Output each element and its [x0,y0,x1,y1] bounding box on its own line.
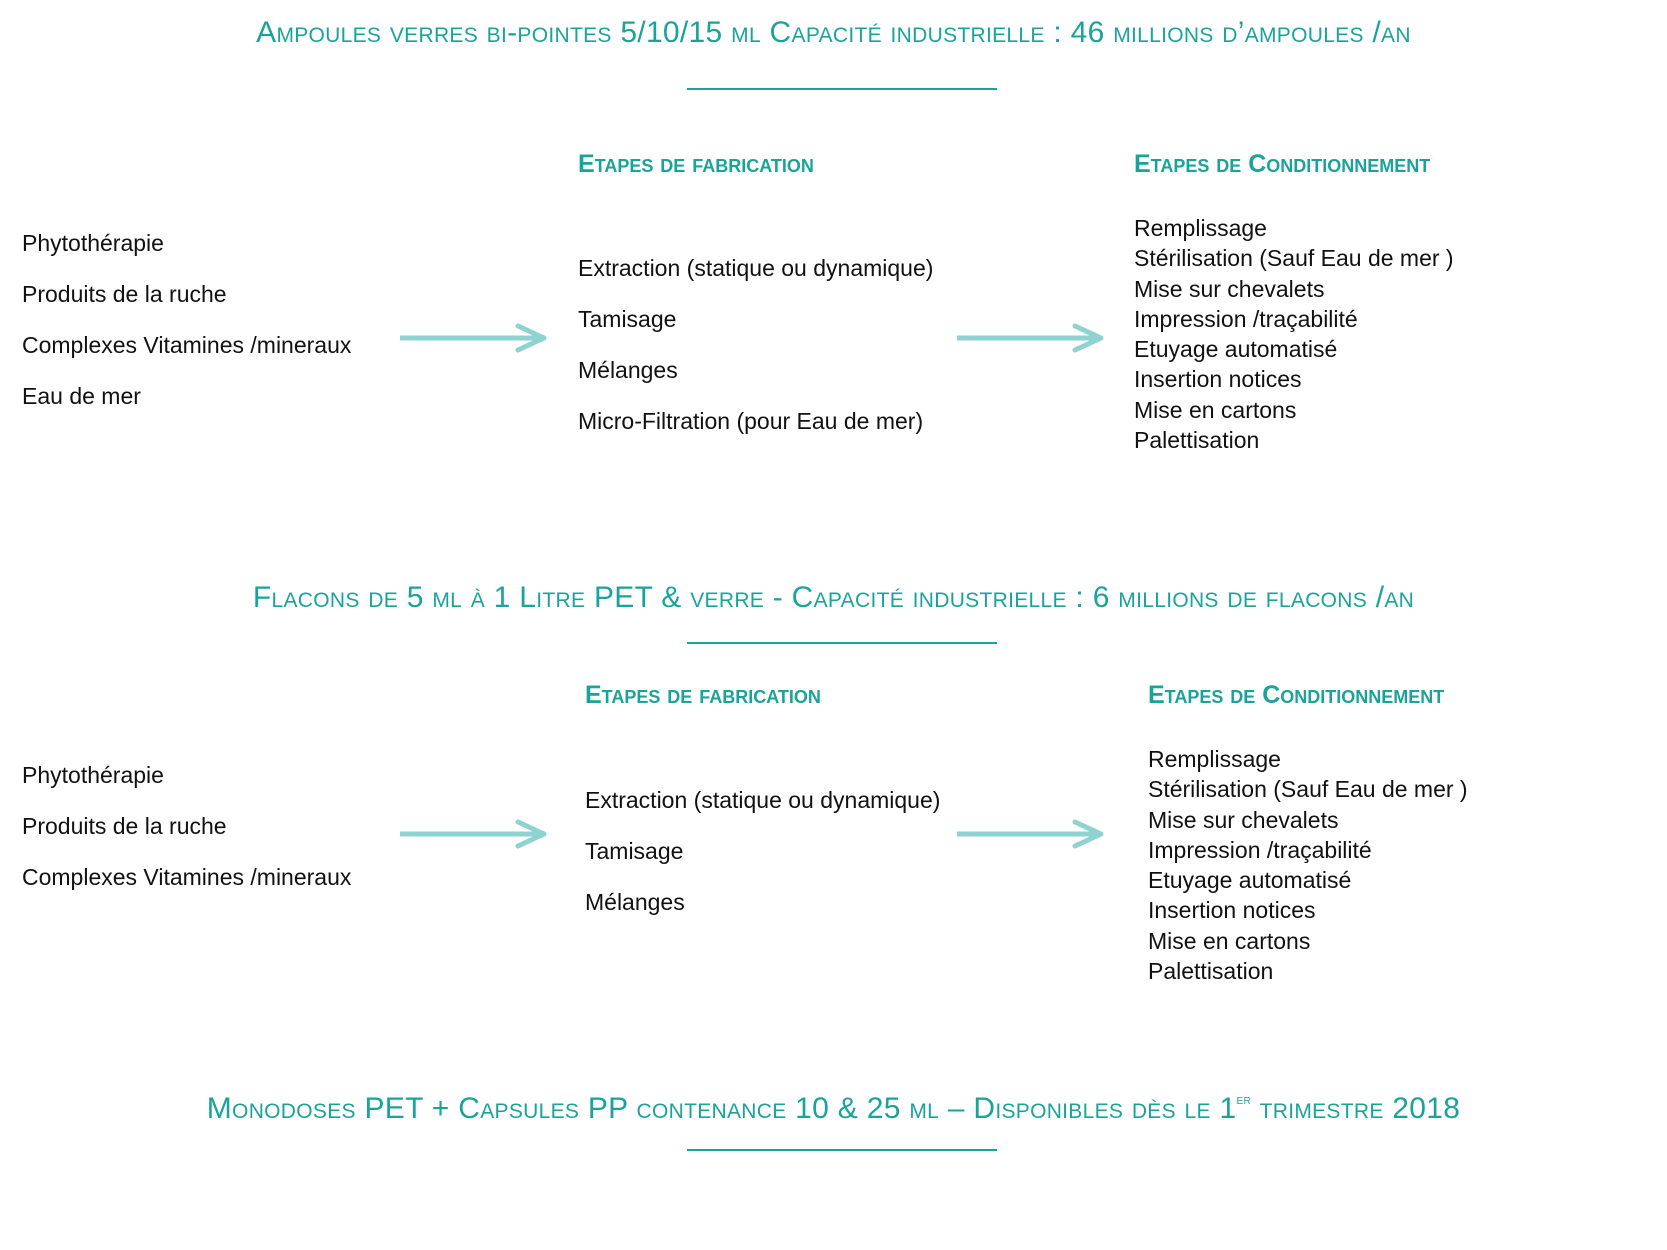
list-item: Mise en cartons [1134,396,1297,423]
list-item: Mélanges [578,357,678,383]
list-item: Etuyage automatisé [1148,867,1352,894]
list-item: Remplissage [1134,215,1267,241]
list-item: Phytothérapie [22,230,164,256]
list-item: Tamisage [578,306,677,332]
list-item: Insertion notices [1134,366,1302,393]
section2-input-list [22,750,351,903]
section1-arrow-right-icon-1 [400,323,550,353]
list-item: Impression /traçabilité [1134,305,1358,332]
section1-conditioning-list [1134,213,1454,455]
section2-title-underline [687,642,997,644]
list-item: Mise sur chevalets [1148,806,1339,833]
list-item: Stérilisation (Sauf Eau de mer ) [1134,245,1454,272]
section2-conditioning-list [1148,744,1468,986]
list-item: Insertion notices [1148,897,1316,924]
list-item: Palettisation [1148,958,1274,985]
section2-fabrication-list [585,775,940,928]
list-item: Mélanges [585,889,685,915]
section3-title-end: trimestre 2018 [1250,1092,1461,1125]
list-item: Produits de la ruche [22,813,227,839]
list-item: Impression /traçabilité [1148,836,1372,863]
list-item: Complexes Vitamines /mineraux [22,864,352,890]
list-item: Phytothérapie [22,762,164,788]
list-item: Extraction (statique ou dynamique) [585,787,941,813]
list-item: Extraction (statique ou dynamique) [578,255,934,281]
section2-fabrication-heading: Etapes de fabrication [585,681,821,709]
section3-title [0,1091,1667,1126]
section1-title-underline [687,88,997,90]
list-item: Complexes Vitamines /mineraux [22,332,352,358]
section3-title-superscript: er [1236,1091,1251,1107]
section2-arrow-right-icon-2 [957,819,1107,849]
list-item: Micro-Filtration (pour Eau de mer) [578,408,924,434]
section1-title: Ampoules verres bi-pointes 5/10/15 ml Capacité industrielle : 46 millions d’ampoules /an [256,16,1411,49]
list-item: Mise sur chevalets [1134,275,1325,302]
list-item: Stérilisation (Sauf Eau de mer ) [1148,776,1468,803]
list-item: Eau de mer [22,383,141,409]
list-item: Etuyage automatisé [1134,336,1338,363]
section1-input-list [22,218,351,422]
section1-fabrication-list [578,243,933,447]
section1-arrow-right-icon-2 [957,323,1107,353]
list-item: Tamisage [585,838,684,864]
section2-title: Flacons de 5 ml à 1 Litre PET & verre - Capacité industrielle : 6 millions de flacons /an [252,581,1415,614]
list-item: Palettisation [1134,427,1260,454]
section2-conditioning-heading: Etapes de Conditionnement [1148,681,1445,709]
section1-conditioning-heading: Etapes de Conditionnement [1134,150,1431,178]
section2-arrow-right-icon-1 [400,819,550,849]
list-item: Produits de la ruche [22,281,227,307]
list-item: Mise en cartons [1148,927,1311,954]
section3-title-main: Monodoses PET + Capsules PP contenance 10 & 25 ml – Disponibles dès le 1 [206,1092,1237,1125]
section1-fabrication-heading: Etapes de fabrication [578,150,814,178]
section3-title-underline [687,1149,997,1151]
list-item: Remplissage [1148,746,1281,772]
